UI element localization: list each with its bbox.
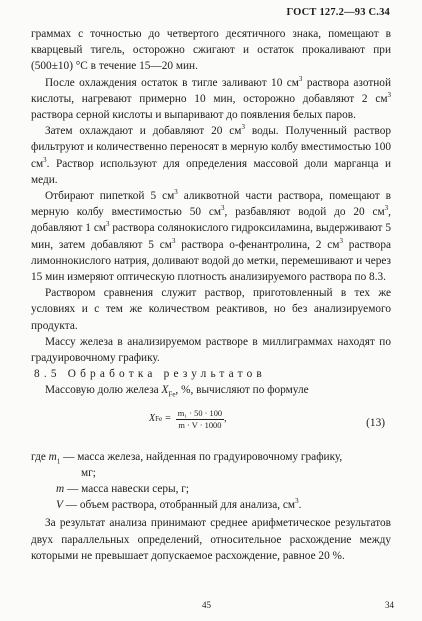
formula-denominator: m · V · 1000 [178,420,222,430]
text: — масса навески серы, г; [64,483,190,496]
formula-equals: = [165,413,171,425]
symbol: m [48,450,57,463]
superscript: 3 [43,155,47,164]
text: , %, вычисляют по формуле [175,384,309,397]
paragraph [31,382,391,398]
legend-line: мг; [81,466,96,479]
text: , разбавляют водой до 20 см [224,206,385,219]
formula-block [31,402,391,444]
superscript: 3 [387,91,391,100]
superscript: 3 [174,188,178,197]
text: раствора лимоннокислого натрия, доливают водой до метки, перемешивают и через 15 мин измеряют оптическую плотность анализируемого раствора по 8.3. [31,238,391,284]
paragraph [31,123,391,188]
text: раствора серной кислоты и выпаривают до появления белых паров. [31,109,356,122]
paragraph: Раствором сравнения служит раствор, приготовленный в тех же условиях и с тем же количеством реактивов, но без анализируемого продукта. [31,287,391,332]
legend-line [31,449,391,465]
superscript: 3 [339,236,343,245]
text: раствора солянокислого гидроксиламина, выдерживают 5 мин, затем добавляют 5 см [31,222,391,251]
superscript: 3 [171,236,176,245]
text: — масса железа, найденная по градуировочному графику, [60,450,343,463]
formula-comma: , [224,413,227,425]
symbol: m [56,483,65,496]
text: , добавляют 1 см [31,206,391,235]
page-header: ГОСТ 127.2—93 С.34 [286,7,390,18]
page-number-right: 34 [385,600,394,610]
text: воды. Полученный раствор фильтруют и количественно переносят в мерную колбу вместимостью 100 см [31,125,391,170]
symbol: V [56,499,63,512]
legend-line [31,481,391,497]
superscript: 3 [384,204,389,213]
superscript: 3 [298,74,303,83]
superscript: 3 [241,123,245,132]
text: Затем охлаждают и добавляют 20 см [45,125,242,138]
text: — объем раствора, отобранный для анализа, см [62,499,296,512]
formula-numerator: m₁ · 50 · 100 [177,408,223,418]
paragraph [31,188,391,285]
legend-line: V — объем раствора, отобранный для анализа, $см^3$. [56,497,302,512]
page-number-center: 45 [202,600,211,610]
paragraph: За результат анализа принимают среднее арифметическое результатов двух параллельных определений, относительное расхождение между которыми не превышает допускаемое расхождение, равное 20 %. [31,517,391,562]
formula-fraction [176,408,224,431]
page-content [31,26,391,564]
paragraph: граммах с точностью до четвертого десятичного знака, помещают в кварцевый тигель, осторожно сжигают и остаток прокаливают при (500±10) °С в течение 15—20 мин. [31,28,391,73]
text: . Раствор используют для определения массовой доли марганца и меди. [31,157,391,186]
text: После охлаждения остаток в тигле заливают 10 см [45,76,299,89]
superscript: 3 [221,204,225,213]
superscript: 3 [106,220,110,229]
paragraph [31,75,391,124]
text: Массовую долю железа [45,384,162,397]
text: Отбирают пипеткой 5 см [45,190,175,203]
subscript: 1 [56,456,61,465]
superscript: 3 [295,497,299,506]
paragraph: Массу железа в анализируемом растворе в миллиграммах находят по градуировочному графику. [31,335,391,365]
symbol: X [161,384,169,397]
text: раствора азотной кислоты, нагревают примерно 10 мин, осторожно добавляют 2 см [31,76,391,105]
text: раствора о-фенантролина, 2 см [175,238,340,251]
formula-variable: X [149,413,156,425]
formula: X Fe = $\frac{\text{m₁ · 50 · 100}}{m \cdot V \cdot 1000}$ , [149,408,227,430]
equation-number: (13) [366,416,385,429]
text: где [31,450,49,463]
section-heading: 8.5 Обработка результатов [34,368,266,381]
text: аликвотной части раствора, помещают в мерную колбу вместимостью 50 см [31,190,392,219]
subscript: Fe [168,390,176,399]
